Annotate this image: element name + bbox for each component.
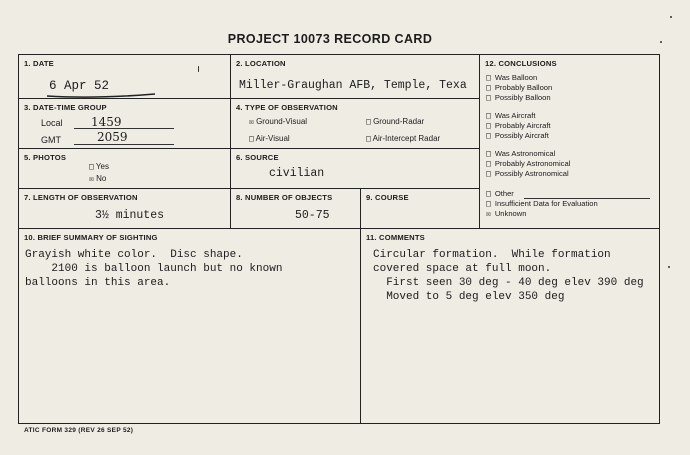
photos-yes-checkbox-icon: □ xyxy=(89,162,94,171)
gmt-label: GMT xyxy=(41,135,61,145)
type-observation-cell xyxy=(231,99,480,149)
record-card xyxy=(18,54,660,424)
checkbox-icon: □ xyxy=(486,199,491,208)
scan-speck xyxy=(198,66,199,72)
scan-speck xyxy=(668,266,670,268)
summary-line: balloons in this area. xyxy=(25,277,171,289)
location-cell xyxy=(231,55,480,99)
conclusion-text: Was Astronomical xyxy=(494,149,556,158)
conclusion-item xyxy=(486,111,535,120)
conclusion-item xyxy=(486,83,552,92)
checkbox-icon: □ xyxy=(486,83,491,92)
summary-line: Grayish white color. Disc shape. xyxy=(25,249,243,261)
conclusions-cell xyxy=(480,55,659,229)
location-value: Miller-Graughan AFB, Temple, Texa xyxy=(239,79,467,92)
conclusion-text: Unknown xyxy=(494,209,527,218)
comments-cell xyxy=(361,229,659,423)
local-value: 1459 xyxy=(91,115,122,129)
photos-cell xyxy=(19,149,231,189)
conclusion-item xyxy=(486,93,551,102)
air-visual-checkbox-icon: □ xyxy=(249,134,254,143)
ground-visual-text: Ground-Visual xyxy=(256,117,308,126)
checkbox-icon: □ xyxy=(486,189,491,198)
card-title: PROJECT 10073 RECORD CARD xyxy=(227,32,433,46)
ground-visual-checkbox-icon: ☒ xyxy=(249,117,254,126)
local-underline xyxy=(74,128,174,129)
ground-radar-text: Ground-Radar xyxy=(373,117,425,126)
checkbox-icon: □ xyxy=(486,169,491,178)
ground-radar-checkbox-icon: □ xyxy=(366,117,371,126)
conclusion-text: Possibly Astronomical xyxy=(494,169,569,178)
source-cell xyxy=(231,149,480,189)
comments-line: First seen 30 deg - 40 deg elev 390 deg xyxy=(373,277,644,289)
length-value: 3½ minutes xyxy=(95,209,165,222)
conclusion-item xyxy=(486,209,527,218)
dtg-label: 3. DATE-TIME GROUP xyxy=(24,103,107,112)
source-label: 6. SOURCE xyxy=(236,153,279,162)
conclusion-text: Other xyxy=(494,189,514,198)
comments-label: 11. COMMENTS xyxy=(366,233,425,242)
date-cell xyxy=(19,55,231,99)
conclusion-text: Was Balloon xyxy=(494,73,538,82)
scan-speck xyxy=(670,16,672,18)
checkbox-icon: ☒ xyxy=(486,209,491,218)
conclusion-item xyxy=(486,121,551,130)
checkbox-icon: □ xyxy=(486,149,491,158)
conclusion-text: Was Aircraft xyxy=(494,111,536,120)
conclusions-label: 12. CONCLUSIONS xyxy=(485,59,557,68)
photos-yes-text: Yes xyxy=(95,162,109,171)
conclusion-text: Possibly Aircraft xyxy=(494,131,549,140)
conclusion-text: Insufficient Data for Evaluation xyxy=(494,199,598,208)
type-observation-label: 4. TYPE OF OBSERVATION xyxy=(236,103,338,112)
option-air-visual xyxy=(249,134,290,143)
conclusion-item xyxy=(486,199,598,208)
conclusion-item xyxy=(486,189,514,198)
date-value: 6 Apr 52 xyxy=(49,79,110,93)
length-label: 7. LENGTH OF OBSERVATION xyxy=(24,193,138,202)
checkbox-icon: □ xyxy=(486,121,491,130)
conclusion-text: Probably Astronomical xyxy=(494,159,571,168)
dtg-cell xyxy=(19,99,231,149)
option-ground-visual xyxy=(249,117,307,126)
conclusion-text: Possibly Balloon xyxy=(494,93,551,102)
conclusion-text: Probably Balloon xyxy=(494,83,553,92)
checkbox-icon: □ xyxy=(486,159,491,168)
photos-no-checkbox-icon: ☒ xyxy=(89,174,94,183)
location-label: 2. LOCATION xyxy=(236,59,286,68)
conclusion-item xyxy=(486,159,570,168)
photos-label: 5. PHOTOS xyxy=(24,153,67,162)
checkbox-icon: □ xyxy=(486,93,491,102)
checkbox-icon: □ xyxy=(486,73,491,82)
gmt-underline xyxy=(74,144,174,145)
photos-yes xyxy=(89,162,109,171)
form-footer: ATIC FORM 329 (REV 26 SEP 52) xyxy=(24,427,134,434)
comments-line: covered space at full moon. xyxy=(373,263,552,275)
comments-line: Circular formation. While formation xyxy=(373,249,611,261)
scan-speck xyxy=(660,41,662,43)
num-objects-label: 8. NUMBER OF OBJECTS xyxy=(236,193,333,202)
air-intercept-text: Air-Intercept Radar xyxy=(372,134,441,143)
date-label: 1. DATE xyxy=(24,59,54,68)
comments-line: Moved to 5 deg elev 350 deg xyxy=(373,291,565,303)
course-label: 9. COURSE xyxy=(366,193,409,202)
conclusion-item xyxy=(486,73,537,82)
checkbox-icon: □ xyxy=(486,131,491,140)
conclusion-item xyxy=(486,149,555,158)
conclusion-item xyxy=(486,169,569,178)
course-cell xyxy=(361,189,480,229)
source-value: civilian xyxy=(269,167,325,180)
conclusion-text: Probably Aircraft xyxy=(494,121,551,130)
air-intercept-checkbox-icon: □ xyxy=(366,134,371,143)
conclusion-item xyxy=(486,131,549,140)
summary-cell xyxy=(19,229,361,423)
summary-line: 2100 is balloon launch but no known xyxy=(25,263,283,275)
num-objects-cell xyxy=(231,189,361,229)
photos-no-text: No xyxy=(96,174,107,183)
date-underline xyxy=(45,91,157,99)
checkbox-icon: □ xyxy=(486,111,491,120)
photos-no xyxy=(89,174,106,183)
gmt-value: 2059 xyxy=(97,130,128,144)
option-air-intercept-radar xyxy=(366,134,440,143)
option-ground-radar xyxy=(366,117,424,126)
summary-label: 10. BRIEF SUMMARY OF SIGHTING xyxy=(24,233,158,242)
length-cell xyxy=(19,189,231,229)
air-visual-text: Air-Visual xyxy=(255,134,290,143)
num-objects-value: 50-75 xyxy=(295,209,330,222)
local-label: Local xyxy=(41,118,63,128)
